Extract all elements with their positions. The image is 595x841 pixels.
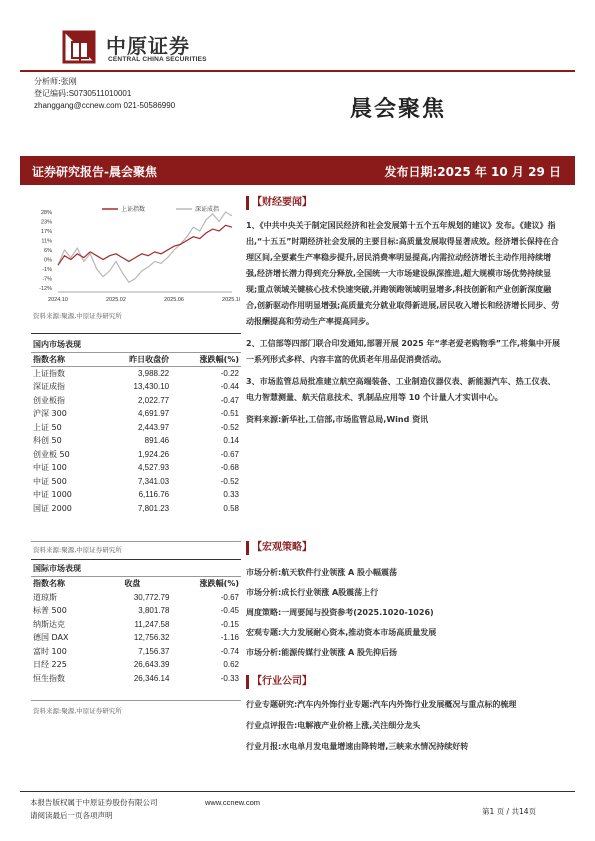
close-value: 30,772.79 xyxy=(133,592,170,602)
footer-page: 第1 页 / 共14页 xyxy=(482,807,536,816)
table-row xyxy=(31,367,241,381)
series-line xyxy=(58,212,232,282)
table-row xyxy=(31,631,241,645)
header-name: 指数名称 xyxy=(33,579,65,589)
close-value: 4,527.93 xyxy=(137,463,170,473)
close-value: 6,116.76 xyxy=(138,490,170,500)
index-name: 科创 50 xyxy=(33,436,62,446)
close-value: 26,346.14 xyxy=(133,673,170,683)
change-value: -0.22 xyxy=(220,369,239,378)
banner-right: 发布日期:2025 年 10 月 29 日 xyxy=(384,165,561,179)
change-value: 0.33 xyxy=(223,490,239,500)
footer-disclaimer: 请阅读最后一页各项声明 xyxy=(30,811,113,820)
y-tick-label: 17% xyxy=(40,229,52,235)
y-tick-label: 6% xyxy=(44,248,52,254)
y-tick-label: 28% xyxy=(40,210,52,216)
index-name: 中证 100 xyxy=(33,463,67,473)
close-value: 12,756.32 xyxy=(133,633,170,643)
intl-bottom-rule xyxy=(31,700,241,701)
close-value: 4,691.97 xyxy=(137,409,170,419)
table-row xyxy=(31,604,241,618)
macro-item[interactable]: 市场分析:能源传媒行业领涨 A 股先抑后扬 xyxy=(246,648,397,657)
x-tick-label: 2025.10 xyxy=(222,297,240,303)
close-value: 7,341.03 xyxy=(137,476,170,486)
index-name: 德国 DAX xyxy=(33,633,69,643)
index-name: 恒生指数 xyxy=(33,673,65,683)
y-tick-label: 11% xyxy=(41,238,52,245)
header-close: 昨日收盘价 xyxy=(129,355,170,364)
index-name: 上证指数 xyxy=(33,369,65,378)
close-value: 891.46 xyxy=(144,436,170,446)
close-value: 3,801.78 xyxy=(138,606,170,616)
intl-source: 资料来源:聚源,中原证券研究所 xyxy=(33,707,122,715)
logo-en: CENTRAL CHINA SECURITIES xyxy=(108,56,207,63)
change-value: -0.68 xyxy=(220,463,239,473)
domestic-source: 资料来源:聚源,中原证券研究所 xyxy=(33,546,122,554)
table-row xyxy=(31,658,241,672)
change-value: -0.47 xyxy=(220,395,239,405)
close-value: 13,430.10 xyxy=(133,382,170,392)
macro-item[interactable]: 市场分析:成长行业领涨 A股震荡上行 xyxy=(246,588,379,597)
macro-item[interactable]: 周度策略:一周要闻与投资参考(2025.1020-1026) xyxy=(246,608,434,617)
news-item: 3、市场监管总局批准建立航空高端装备、工业制造仪器仪表、新能源汽车、热工仪表、电力智慧测量、航天信息技术、乳制品应用等 10 个计量人才实训中心。 xyxy=(246,377,556,402)
close-value: 3,988.22 xyxy=(137,369,170,378)
index-name: 沪深 300 xyxy=(33,409,67,419)
change-value: -0.44 xyxy=(220,382,239,392)
industry-title: 【行业公司】 xyxy=(246,675,312,689)
index-name: 富时 100 xyxy=(33,646,67,656)
analyst-label: 分析师: xyxy=(34,77,61,86)
domestic-header-row xyxy=(31,353,241,367)
domestic-title: 国内市场表现 xyxy=(33,340,81,349)
macro-title: 【宏观策略】 xyxy=(246,541,312,555)
change-value: 0.62 xyxy=(223,660,239,670)
contact-line: zhanggang@ccnew.com 021-50586990 xyxy=(34,101,176,110)
footer-website[interactable]: www.ccnew.com xyxy=(205,798,261,807)
change-value: -0.74 xyxy=(220,646,239,656)
chart-source: 资料来源:聚源,中原证券研究所 xyxy=(33,312,122,320)
change-value: -0.67 xyxy=(220,449,239,459)
reg-line xyxy=(34,88,131,99)
macro-item[interactable]: 市场分析:航天软件行业领涨 A 股小幅震荡 xyxy=(246,568,397,577)
index-name: 国证 2000 xyxy=(33,503,72,513)
industry-item[interactable]: 行业点评报告:电解液产业价格上涨,关注细分龙头 xyxy=(246,721,421,730)
y-tick-label: -12% xyxy=(39,286,52,292)
legend-label: 上证指数 xyxy=(121,206,146,213)
domestic-bottom-rule xyxy=(31,541,241,542)
table-row xyxy=(31,461,241,475)
industry-item[interactable]: 行业月报:水电单月发电量增速由降转增,三峡来水情况持续好转 xyxy=(246,742,469,751)
domestic-top-rule xyxy=(31,333,241,334)
close-value: 7,801.23 xyxy=(137,503,170,513)
index-name: 创业板指 xyxy=(33,395,65,405)
industry-item[interactable]: 行业专题研究:汽车内外饰行业专题:汽车内外饰行业发展概况与重点标的梳理 xyxy=(246,700,517,709)
close-value: 11,247.58 xyxy=(134,619,170,629)
footer-copyright: 本报告版权属于中原证券股份有限公司 xyxy=(30,798,158,807)
table-row xyxy=(31,645,241,659)
macro-item[interactable]: 宏观专题:大力发展耐心资本,推动资本市场高质量发展 xyxy=(246,628,437,637)
intl-top-rule xyxy=(31,559,241,560)
domestic-table xyxy=(31,353,241,515)
intl-title: 国际市场表现 xyxy=(33,564,81,573)
table-row xyxy=(31,618,241,632)
reg-label: 登记编码: xyxy=(34,89,69,98)
report-title: 晨会聚焦 xyxy=(350,96,447,122)
table-row xyxy=(31,407,241,421)
reg-code: S0730511010001 xyxy=(68,89,132,98)
index-name: 创业板 50 xyxy=(33,449,70,459)
change-value: -0.52 xyxy=(220,476,239,486)
legend-label: 深证成指 xyxy=(195,206,220,213)
close-value: 1,924.26 xyxy=(137,449,170,459)
table-row xyxy=(31,591,241,605)
intl-table xyxy=(31,577,241,685)
change-value: -0.51 xyxy=(220,409,239,419)
change-value: -1.16 xyxy=(220,633,239,643)
table-row xyxy=(31,394,241,408)
index-name: 中证 500 xyxy=(33,476,67,486)
y-tick-label: 0% xyxy=(44,257,52,264)
intl-header-row xyxy=(31,577,241,591)
news-item: 2、工信部等四部门联合印发通知,部署开展 2025 年“孝老爱老购物季”工作,将集中开展一系列形式多样、内容丰富的优质老年用品促消费活动。 xyxy=(246,339,560,364)
news-source: 资料来源:新华社,工信部,市场监管总局,Wind 资讯 xyxy=(246,415,429,424)
table-row xyxy=(31,380,241,394)
header-change: 涨跌幅(%) xyxy=(199,579,239,589)
change-value: -0.45 xyxy=(220,606,239,616)
index-name: 中证 1000 xyxy=(33,490,72,500)
index-name: 日经 225 xyxy=(33,660,67,670)
close-value: 26,643.39 xyxy=(133,660,170,670)
index-name: 上证 50 xyxy=(33,422,62,432)
table-row xyxy=(31,434,241,448)
news-item: 1、《中共中央关于制定国民经济和社会发展第十五个五年规划的建议》发布。《建议》指出,“十五五”时期经济社会发展的主要目标:高质量发展取得显著成效。经济增长保持在合理区间,全要素生产率稳步提升,居民消费率明显提高,内需拉动经济增长主动作用持续增强,经济增长潜力得到充分释放,全国统一大市场建设纵深推进,超大规模市场优势持续显现;重点领域关键核心技术快速突破,并跑领跑领域明显增多,科技创新和产业创新深度融合,创新驱动作用明显增强;高质量充分就业取得新进展,居民收入增长和经济增长同步、劳动报酬提高和劳动生产率提高同步。 xyxy=(246,221,560,326)
finance-news xyxy=(246,218,562,428)
x-tick-label: 2025.06 xyxy=(164,297,184,303)
table-row xyxy=(31,421,241,435)
change-value: -0.67 xyxy=(220,592,239,602)
table-row xyxy=(31,475,241,489)
index-name: 深证成指 xyxy=(33,382,65,392)
analyst-name: 张刚 xyxy=(60,77,77,86)
table-row xyxy=(31,448,241,462)
close-value: 7,156.37 xyxy=(138,646,170,656)
header-rule xyxy=(20,70,575,72)
analyst-line xyxy=(34,76,77,87)
footer-rule xyxy=(20,791,575,792)
series-line xyxy=(58,225,232,265)
index-name: 纳斯达克 xyxy=(33,619,65,629)
header-change: 涨跌幅(%) xyxy=(199,355,239,364)
industry-list xyxy=(246,695,562,756)
logo-mark-icon xyxy=(62,30,100,66)
banner-left: 证券研究报告-晨会聚焦 xyxy=(32,165,157,179)
logo xyxy=(62,30,212,66)
x-tick-label: 2024.10 xyxy=(48,297,68,303)
banner xyxy=(20,156,575,185)
table-row xyxy=(31,488,241,502)
macro-list xyxy=(246,563,562,663)
chart-svg xyxy=(30,204,240,308)
change-value: 0.58 xyxy=(223,503,239,513)
change-value: -0.33 xyxy=(220,673,239,683)
change-value: -0.52 xyxy=(220,422,239,432)
index-name: 道琼斯 xyxy=(33,592,57,602)
y-tick-label: -7% xyxy=(42,276,52,283)
close-value: 2,022.77 xyxy=(137,395,170,405)
y-tick-label: 23% xyxy=(40,219,52,226)
finance-news-title: 【财经要闻】 xyxy=(246,196,312,210)
header-close: 收盘 xyxy=(124,579,141,589)
header-name: 指数名称 xyxy=(33,355,65,364)
index-name: 标普 500 xyxy=(33,606,67,616)
table-row xyxy=(31,502,241,516)
close-value: 2,443.97 xyxy=(137,422,170,432)
chart xyxy=(30,204,240,308)
logo-cn: 中原证券 xyxy=(106,34,190,58)
table-row xyxy=(31,672,241,686)
y-tick-label: -1% xyxy=(42,267,52,273)
x-tick-label: 2025.02 xyxy=(106,297,126,303)
change-value: 0.14 xyxy=(223,436,239,446)
change-value: -0.15 xyxy=(220,619,239,629)
